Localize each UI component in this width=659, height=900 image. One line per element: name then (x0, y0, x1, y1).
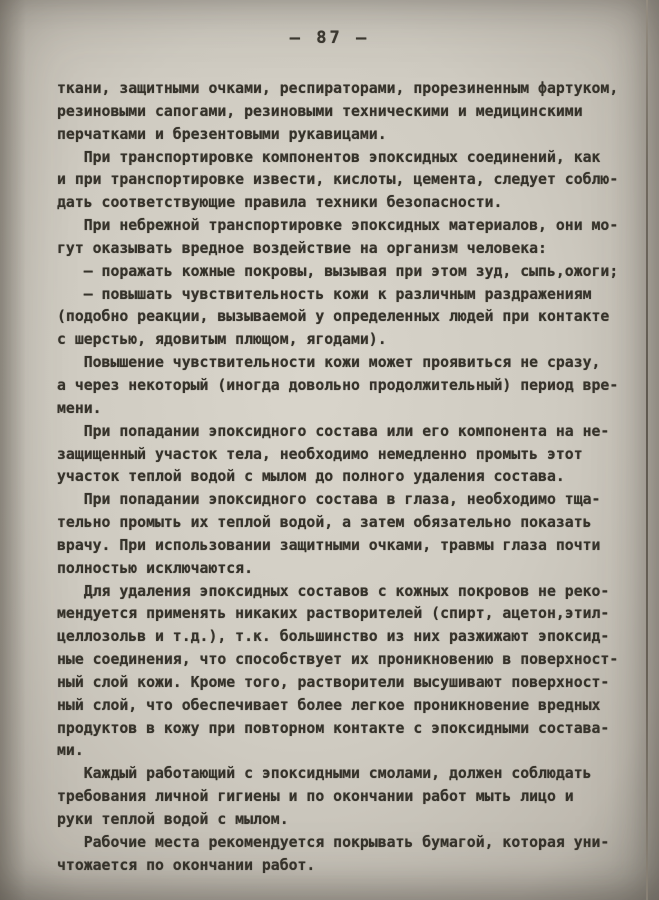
text-line: (подобно реакции, вызываемой у определенных людей при контакте (57, 308, 610, 326)
page-text (57, 78, 643, 878)
page-left-shadow (0, 0, 26, 900)
text-line: Для удаления эпоксидных составов с кожных покровов не реко- (57, 582, 610, 600)
text-line: При небрежной транспортировке эпоксидных материалов, они мо- (57, 217, 619, 235)
text-line: и при транспортировке извести, кислоты, цемента, следует соблю- (57, 171, 619, 189)
text-line: Каждый работающий с эпоксидными смолами, должен соблюдать (57, 765, 592, 783)
text-line: ткани, защитными очками, респираторами, прорезиненным фартуком, (57, 80, 619, 97)
text-line: а через некоторый (иногда довольно продолжительный) период вре- (57, 376, 619, 394)
page-edge-line (646, 0, 648, 900)
text-line: с шерстью, ядовитым плющом, ягодами). (57, 331, 387, 349)
text-line: При попадании эпоксидного состава или его компонента на не- (57, 422, 610, 440)
text-line: тельно промыть их теплой водой, а затем обязательно показать (57, 514, 592, 532)
text-line: целлозольв и т.д.), т.к. большинство из них разжижают эпоксид- (57, 628, 610, 646)
text-line: мени. (57, 399, 102, 417)
text-line: защищенный участок тела, необходимо немедленно промыть этот (57, 445, 583, 463)
text-line: резиновыми сапогами, резиновыми техническими и медицинскими (57, 102, 583, 120)
text-line: руки теплой водой с мылом. (57, 811, 289, 828)
text-line: продуктов в кожу при повторном контакте с эпоксидными состава- (57, 719, 610, 737)
text-line: перчатками и брезентовыми рукавицами. (57, 125, 387, 143)
text-line: участок теплой водой с мылом до полного удаления состава. (57, 468, 565, 486)
text-line: – поражать кожные покровы, вызывая при этом зуд, сыпь,ожоги; (57, 262, 619, 280)
text-line: дать соответствующие правила техники безопасности. (57, 194, 503, 212)
text-line: ные соединения, что способствует их проникновению в поверхност- (57, 651, 619, 669)
text-line: Рабочие места рекомендуется покрывать бумагой, которая уни- (57, 833, 610, 851)
text-line: При транспортировке компонентов эпоксидных соединений, как (57, 148, 601, 166)
text-line: При попадании эпоксидного состава в глаза, необходимо тща- (57, 491, 601, 509)
text-line: полностью исключаются. (57, 559, 253, 577)
text-line: мендуется применять никаких растворителей (спирт, ацетон,этил- (57, 605, 610, 623)
text-line: врачу. При использовании защитными очками, травмы глаза почти (57, 536, 601, 554)
text-line: ный слой кожи. Кроме того, растворители высушивают поверхност- (57, 673, 610, 691)
text-line: гут оказывать вредное воздействие на организм человека: (57, 239, 547, 257)
text-line: – повышать чувствительность кожи к различным раздражениям (57, 285, 592, 303)
text-line: требования личной гигиены и по окончании работ мыть лицо и (57, 788, 574, 806)
text-line: чтожается по окончании работ. (57, 856, 316, 874)
text-line: ный слой, что обеспечивает более легкое проникновение вредных (57, 696, 601, 714)
text-line: ми. (57, 742, 84, 760)
page-number: — 87 — (289, 28, 370, 48)
text-line: Повышение чувствительности кожи может проявиться не сразу, (57, 354, 601, 372)
